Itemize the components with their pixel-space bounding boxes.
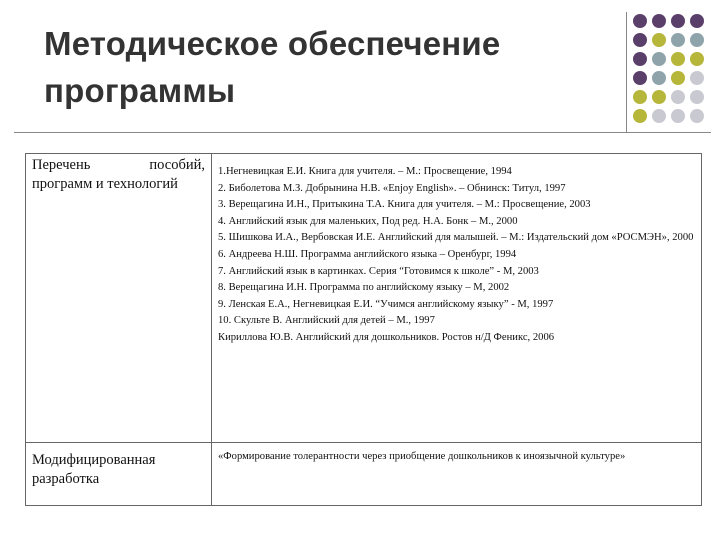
decorative-dot <box>671 33 685 47</box>
decorative-dot-grid <box>633 14 713 124</box>
decorative-dot <box>671 52 685 66</box>
reference-item: 5. Шишкова И.А., Вербовская И.Е. Английский для малышей. – М.: Издательский дом «РОСМЭН», 2000 <box>218 232 694 244</box>
slide-title: Методическое обеспечение программы <box>44 25 501 109</box>
decorative-dot <box>671 71 685 85</box>
table-cell-label: Модифицированная разработка <box>26 443 212 506</box>
decorative-dot <box>633 52 647 66</box>
decorative-dot <box>671 14 685 28</box>
decorative-dot <box>652 14 666 28</box>
decorative-dot <box>690 14 704 28</box>
reference-item: 1.Негневицкая Е.И. Книга для учителя. – М.: Просвещение, 1994 <box>218 166 512 177</box>
reference-item: 4. Английский язык для маленьких, Под ред. Н.А. Бонк – М., 2000 <box>218 215 518 227</box>
table-cell-references <box>212 154 702 443</box>
decorative-dot <box>652 52 666 66</box>
reference-item: 10. Скульте В. Английский для детей – М., 1997 <box>218 315 435 327</box>
reference-item: 8. Верещагина И.Н. Программа по английскому языку – М, 2002 <box>218 282 510 294</box>
decorative-dot <box>690 90 704 104</box>
decorative-dot <box>652 90 666 104</box>
decorative-dot <box>633 109 647 123</box>
reference-item: 6. Андреева Н.Ш. Программа английского языка – Оренбург, 1994 <box>218 248 517 260</box>
decorative-dot <box>671 90 685 104</box>
decorative-dot <box>633 90 647 104</box>
vertical-divider-line <box>626 12 627 133</box>
decorative-dot <box>690 33 704 47</box>
decorative-dot <box>671 109 685 123</box>
decorative-dot <box>690 109 704 123</box>
decorative-dot <box>690 52 704 66</box>
table-row <box>26 154 702 443</box>
table-cell-label: Перечень пособий, программ и технологий <box>26 154 212 443</box>
methodology-table <box>25 153 702 506</box>
reference-item: 3. Верещагина И.Н., Притыкина Т.А. Книга для учителя. – М.: Просвещение, 2003 <box>218 199 591 211</box>
decorative-dot <box>633 71 647 85</box>
decorative-dot <box>652 71 666 85</box>
decorative-dot <box>652 109 666 123</box>
table-row <box>26 443 702 506</box>
reference-item: 9. Ленская Е.А., Негневицкая Е.И. “Учимся английскому языку” - М, 1997 <box>218 298 554 310</box>
decorative-dot <box>690 71 704 85</box>
reference-item: Кириллова Ю.В. Английский для дошкольников. Ростов н/Д Феникс, 2006 <box>218 331 555 343</box>
decorative-dot <box>633 14 647 28</box>
decorative-dot <box>652 33 666 47</box>
horizontal-divider-line <box>14 132 711 133</box>
reference-list <box>218 164 695 347</box>
decorative-dot <box>633 33 647 47</box>
table-cell-development-title: «Формирование толерантности через приобщение дошкольников к иноязычной культуре» <box>212 443 702 506</box>
reference-item: 7. Английский язык в картинках. Серия “Готовимся к школе” - М, 2003 <box>218 265 539 277</box>
reference-item: 2. Биболетова М.З. Добрынина Н.В. «Enjoy English». – Обнинск: Титул, 1997 <box>218 182 566 194</box>
